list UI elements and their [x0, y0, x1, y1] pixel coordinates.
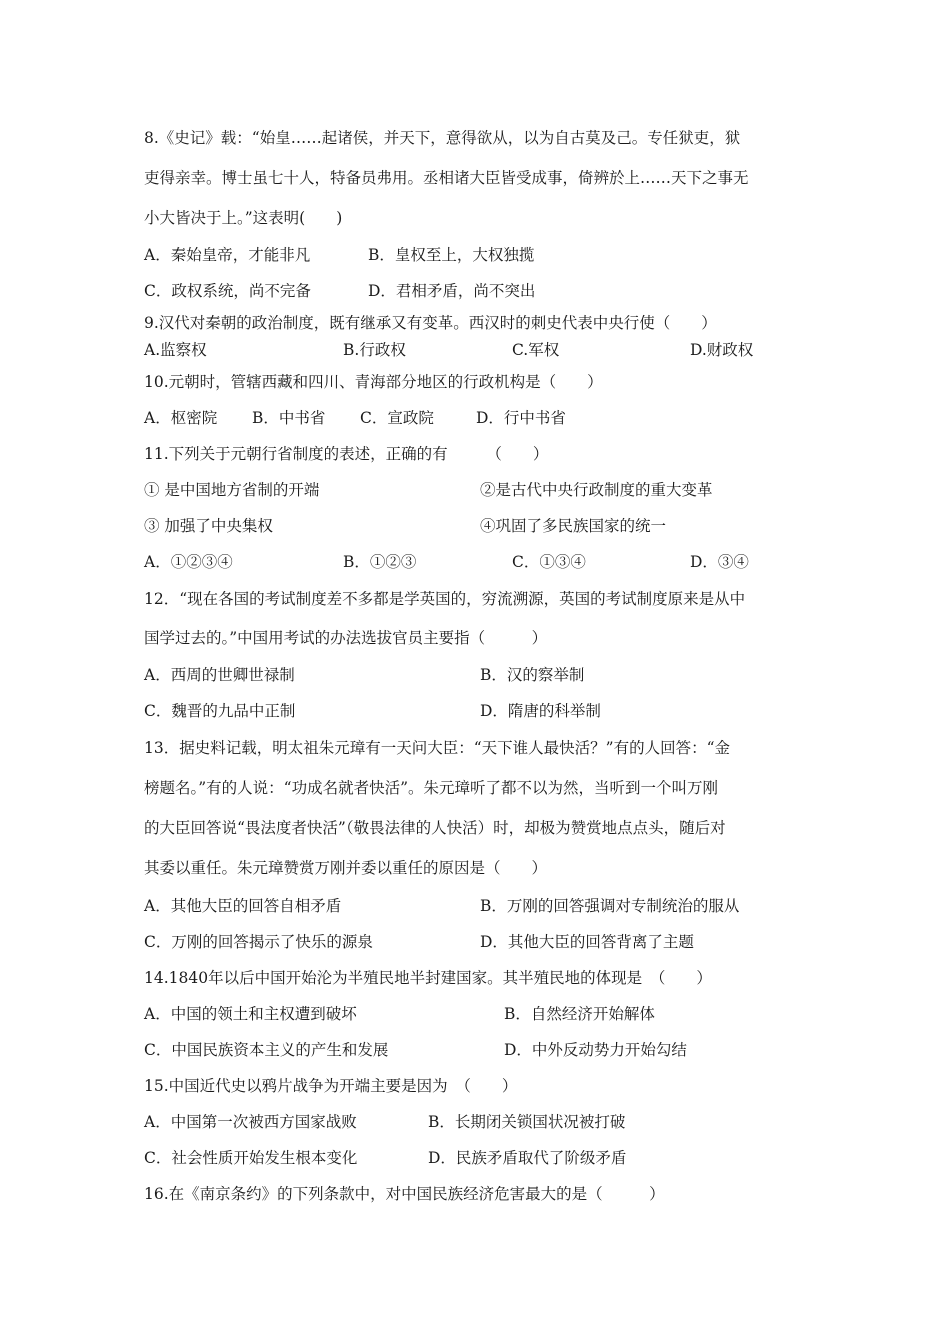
option-a: A．中国的领土和主权遭到破坏	[144, 1005, 357, 1023]
option-b: B．万刚的回答强调对专制统治的服从	[480, 897, 740, 915]
question-stem-line: 15.中国近代史以鸦片战争为开端主要是因为 （ ）	[144, 1077, 518, 1095]
option-c: C．宣政院	[360, 409, 434, 427]
option-b: B．长期闭关锁国状况被打破	[428, 1113, 626, 1131]
option-b: B．汉的察举制	[480, 666, 585, 684]
question-stem-line: 国学过去的。”中国用考试的办法选拔官员主要指（ ）	[144, 629, 548, 647]
question-stem-line: 13．据史料记载，明太祖朱元璋有一天问大臣：“天下谁人最快活？”有的人回答：“金	[144, 739, 730, 757]
option-d: D.财政权	[690, 341, 754, 359]
option-c: C．①③④	[512, 553, 586, 571]
option-c: C．社会性质开始发生根本变化	[144, 1149, 358, 1167]
statement-2: ②是古代中央行政制度的重大变革	[480, 481, 713, 499]
option-a: A．①②③④	[144, 553, 233, 571]
option-a: A.监察权	[144, 341, 207, 359]
option-b: B．自然经济开始解体	[504, 1005, 655, 1023]
question-stem-line: 榜题名。”有的人说：“功成名就者快活”。朱元璋听了都不以为然，当听到一个叫万刚	[144, 779, 719, 797]
question-stem-line: 吏得亲幸。博士虽七十人，特备员弗用。丞相诸大臣皆受成事，倚辨於上……天下之事无	[144, 169, 749, 187]
option-a: A．其他大臣的回答自相矛盾	[144, 897, 342, 915]
option-c: C．政权系统，尚不完备	[144, 282, 311, 300]
statement-1: ① 是中国地方省制的开端	[144, 481, 320, 499]
option-c: C.军权	[512, 341, 560, 359]
option-b: B．①②③	[343, 553, 417, 571]
question-stem-line: 11.下列关于元朝行省制度的表述，正确的有 （ ）	[144, 445, 549, 463]
statement-3: ③ 加强了中央集权	[144, 517, 273, 535]
option-b: B.行政权	[343, 341, 406, 359]
question-stem-line: 16.在《南京条约》的下列条款中，对中国民族经济危害最大的是（ ）	[144, 1185, 665, 1203]
option-a: A．中国第一次被西方国家战败	[144, 1113, 357, 1131]
option-a: A．西周的世卿世禄制	[144, 666, 295, 684]
question-stem-line: 9.汉代对秦朝的政治制度，既有继承又有变革。西汉时的刺史代表中央行使（ ）	[144, 314, 717, 332]
option-c: C．魏晋的九品中正制	[144, 702, 296, 720]
option-b: B．皇权至上，大权独揽	[368, 246, 535, 264]
question-stem-line: 的大臣回答说“畏法度者快活”（敬畏法律的人快活）时，却极为赞赏地点点头，随后对	[144, 819, 726, 837]
question-stem-line: 14.1840年以后中国开始沦为半殖民地半封建国家。其半殖民地的体现是 （ ）	[144, 969, 712, 987]
option-d: D．隋唐的科举制	[480, 702, 601, 720]
question-stem-line: 其委以重任。朱元璋赞赏万刚并委以重任的原因是（ ）	[144, 859, 548, 877]
option-c: C．万刚的回答揭示了快乐的源泉	[144, 933, 373, 951]
option-d: D．中外反动势力开始勾结	[504, 1041, 687, 1059]
option-a: A．秦始皇帝，才能非凡	[144, 246, 311, 264]
statement-4: ④巩固了多民族国家的统一	[480, 517, 667, 535]
question-stem-line: 10.元朝时，管辖西藏和四川、青海部分地区的行政机构是（ ）	[144, 373, 603, 391]
option-c: C．中国民族资本主义的产生和发展	[144, 1041, 389, 1059]
question-stem-line: 12．“现在各国的考试制度差不多都是学英国的，穷流溯源，英国的考试制度原来是从中	[144, 590, 746, 608]
question-stem-line: 8.《史记》载：“始皇……起诸侯，并天下，意得欲从，以为自古莫及己。专任狱吏，狱	[144, 129, 741, 147]
option-d: D．其他大臣的回答背离了主题	[480, 933, 694, 951]
option-d: D．行中书省	[476, 409, 566, 427]
option-d: D．民族矛盾取代了阶级矛盾	[428, 1149, 627, 1167]
option-b: B．中书省	[252, 409, 326, 427]
question-stem-line: 小大皆决于上。”这表明( )	[144, 209, 343, 227]
option-a: A．枢密院	[144, 409, 218, 427]
option-d: D．君相矛盾，尚不突出	[368, 282, 536, 300]
option-d: D．③④	[690, 553, 749, 571]
